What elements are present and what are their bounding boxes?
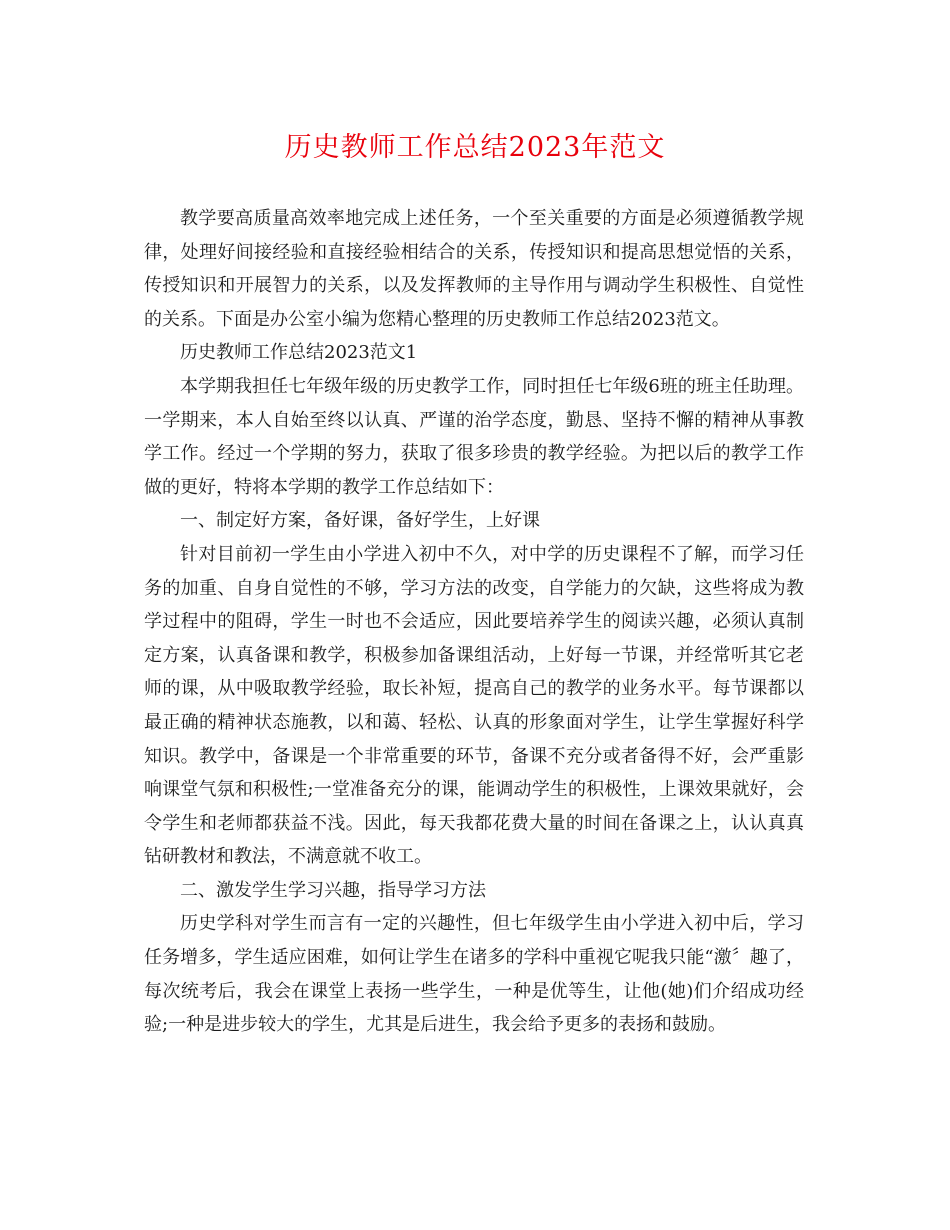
- paragraph-preparation: 针对目前初一学生由小学进入初中不久，对中学的历史课程不了解，而学习任务的加重、自身自觉性的不够，学习方法的改变，自学能力的欠缺，这些将成为教学过程中的阻碍，学生一时也不会适应，因此要培养学生的阅读兴趣，必须认真制定方案，认真备课和教学，积极参加备课组活动，上好每一节课，并经常听其它老师的课，从中吸取教学经验，取长补短，提高自己的教学的业务水平。每节课都以最正确的精神状态施教，以和蔼、轻松、认真的形象面对学生，让学生掌握好科学知识。教学中，备课是一个非常重要的环节，备课不充分或者备得不好，会严重影响课堂气氛和积极性;一堂准备充分的课，能调动学生的积极性，上课效果就好，会令学生和老师都获益不浅。因此，每天我都花费大量的时间在备课之上，认认真真钻研教材和教法，不满意就不收工。: [144, 543, 804, 868]
- section-heading-2: 二、激发学生学习兴趣，指导学习方法: [180, 879, 486, 901]
- section-title-sample-1: 历史教师工作总结2023范文1: [180, 342, 418, 364]
- document-body: [144, 202, 804, 1042]
- paragraph-interest: 历史学科对学生而言有一定的兴趣性，但七年级学生由小学进入初中后，学习任务增多，学生适应困难，如何让学生在诸多的学科中重视它呢我只能“激〞趣了，每次统考后，我会在课堂上表扬一些学生，一种是优等生，让他(她)们介绍成功经验;一种是进步较大的学生，尤其是后进生，我会给予更多的表扬和鼓励。: [144, 913, 804, 1036]
- paragraph-overview: 本学期我担任七年级年级的历史教学工作，同时担任七年级6班的班主任助理。一学期来，本人自始至终以认真、严谨的治学态度，勤恳、坚持不懈的精神从事教学工作。经过一个学期的努力，获取了很多珍贵的教学经验。为把以后的教学工作做的更好，特将本学期的教学工作总结如下：: [144, 375, 804, 498]
- section-heading-1: 一、制定好方案，备好课，备好学生，上好课: [180, 510, 540, 532]
- intro-paragraph: 教学要高质量高效率地完成上述任务，一个至关重要的方面是必须遵循教学规律，处理好间接经验和直接经验相结合的关系，传授知识和提高思想觉悟的关系，传授知识和开展智力的关系，以及发挥教师的主导作用与调动学生积极性、自觉性的关系。下面是办公室小编为您精心整理的历史教师工作总结2023范文。: [144, 208, 804, 330]
- document-title: 历史教师工作总结2023年范文: [284, 132, 666, 163]
